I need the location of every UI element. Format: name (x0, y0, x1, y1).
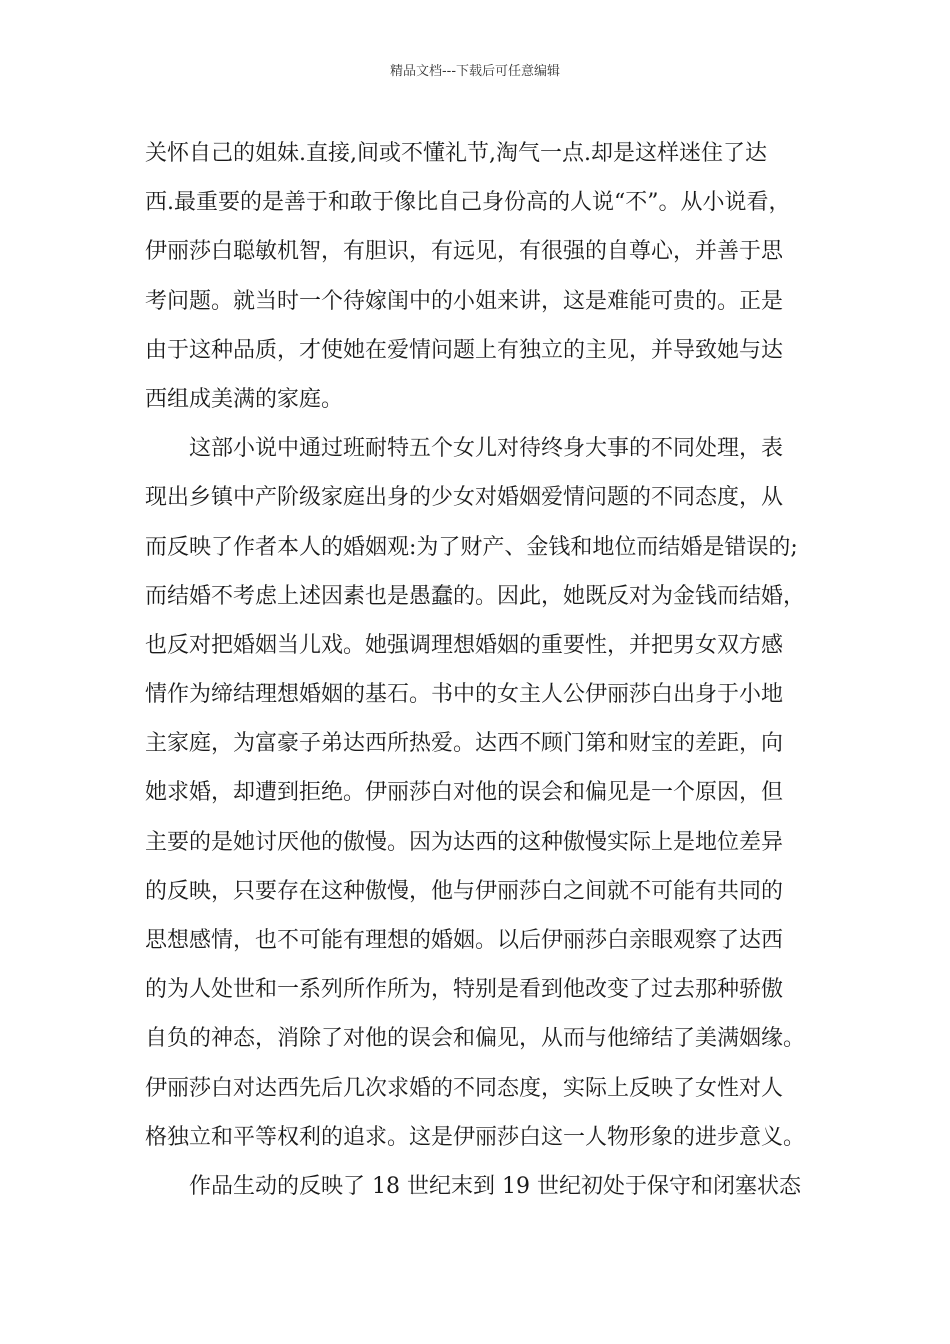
text-line: 关怀自己的姐妹.直接,间或不懂礼节,淘气一点.却是这样迷住了达 (145, 141, 767, 166)
text-line: 也反对把婚姻当儿戏。她强调理想婚姻的重要性，并把男女双方感 (145, 632, 784, 658)
text-line: 而反映了作者本人的婚姻观:为了财产、金钱和地位而结婚是错误的; (145, 534, 798, 560)
text-line: 由于这种品质，才使她在爱情问题上有独立的主见，并导致她与达 (145, 337, 784, 363)
text-line: 她求婚，却遭到拒绝。伊丽莎白对他的误会和偏见是一个原因，但 (145, 780, 784, 806)
text-line: 主要的是她讨厌他的傲慢。因为达西的这种傲慢实际上是地位差异 (145, 829, 784, 855)
text-line: 情作为缔结理想婚姻的基石。书中的女主人公伊丽莎白出身于小地 (145, 682, 784, 708)
paragraph-first-line: 这部小说中通过班耐特五个女儿对待终身大事的不同处理，表 (189, 436, 784, 462)
text-line: 思想感情，也不可能有理想的婚姻。以后伊丽莎白亲眼观察了达西 (145, 928, 784, 953)
text-line: 的反映，只要存在这种傲慢，他与伊丽莎白之间就不可能有共同的 (145, 878, 784, 904)
text-line: 主家庭，为富豪子弟达西所热爱。达西不顾门第和财宝的差距，向 (145, 731, 784, 757)
text-line: 的为人处世和一系列所作所为，特别是看到他改变了过去那种骄傲 (145, 977, 784, 1003)
text-line: 考问题。就当时一个待嫁闺中的小姐来讲，这是难能可贵的。正是 (145, 288, 784, 314)
text-line: 西.最重要的是善于和敢于像比自己身份高的人说“不”。从小说看， (145, 190, 791, 216)
text-line: 格独立和平等权利的追求。这是伊丽莎白这一人物形象的进步意义。 (145, 1124, 806, 1150)
text-line: 而结婚不考虑上述因素也是愚蠢的。因此，她既反对为金钱而结婚， (145, 583, 806, 609)
text-line: 现出乡镇中产阶级家庭出身的少女对婚姻爱情问题的不同态度，从 (145, 485, 784, 511)
page-header: 精品文档---下载后可任意编辑 (389, 64, 561, 79)
text-line: 自负的神态，消除了对他的误会和偏见，从而与他缔结了美满姻缘。 (145, 1026, 806, 1052)
document-body (145, 129, 810, 1211)
text-line: 西组成美满的家庭。 (145, 386, 344, 412)
paragraph-first-line: 作品生动的反映了 18 世纪末到 19 世纪初处于保守和闭塞状态 (189, 1173, 801, 1199)
text-line: 伊丽莎白聪敏机智，有胆识，有远见，有很强的自尊心，并善于思 (145, 239, 784, 265)
text-line: 伊丽莎白对达西先后几次求婚的不同态度，实际上反映了女性对人 (145, 1075, 784, 1101)
